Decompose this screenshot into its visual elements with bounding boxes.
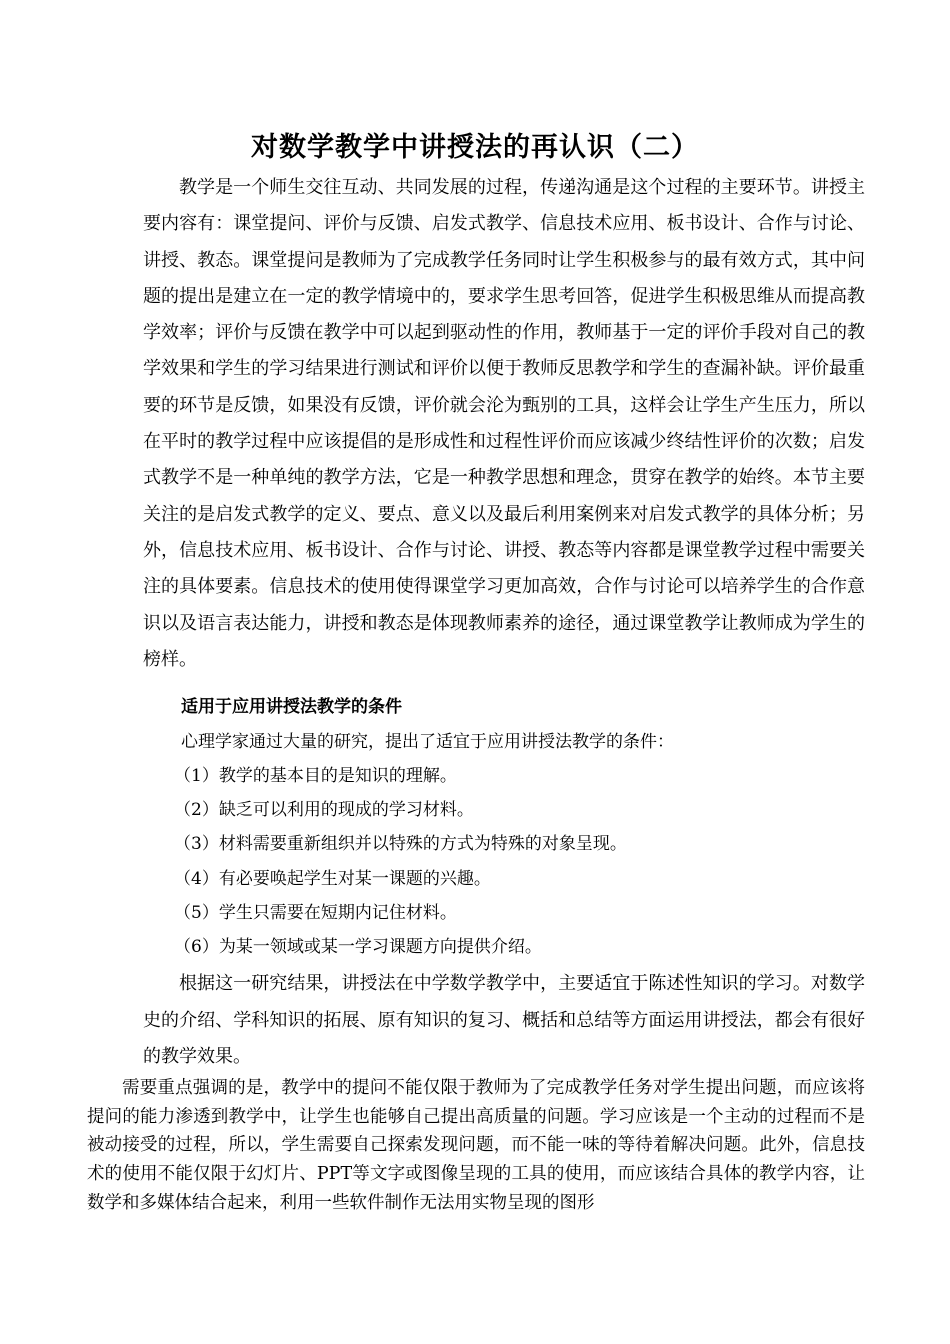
condition-item: （3）材料需要重新组织并以特殊的方式为特殊的对象呈现。 [174,834,627,855]
condition-item: （2）缺乏可以利用的现成的学习材料。 [174,800,474,821]
document-title: 对数学教学中讲授法的再认识（二） [251,132,699,163]
conditions-intro: 心理学家通过大量的研究，提出了适宜于应用讲授法教学的条件： [181,732,674,752]
conclusion-paragraph: 根据这一研究结果，讲授法在中学数学教学中，主要适宜于陈述性知识的学习。对数学史的介绍、学科知识的拓展、原有知识的复习、概括和总结等方面运用讲授法，都会有很好的教学效果。 [143,973,865,1067]
condition-item: （1）教学的基本目的是知识的理解。 [174,766,457,786]
section-heading: 适用于应用讲授法教学的条件 [181,697,402,717]
condition-item: （5）学生只需要在短期内记住材料。 [174,902,457,923]
condition-item: （6）为某一领域或某一学习课题方向提供介绍。 [174,937,542,958]
emphasis-paragraph: 需要重点强调的是，教学中的提问不能仅限于教师为了完成教学任务对学生提出问题，而应该将提问的能力渗透到教学中，让学生也能够自己提出高质量的问题。学习应该是一个主动的过程而不是被动接受的过程，所以，学生需要自己探索发现问题，而不能一味的等待着解决问题。此外，信息技术的使用不能仅限于幻灯片、PPT等文字或图像呈现的工具的使用，而应该结合具体的教学内容，让数学和多媒体结合起来，利用一些软件制作无法用实物呈现的图形 [87,1078,865,1213]
conditions-list [174,759,864,964]
intro-paragraph: 教学是一个师生交往互动、共同发展的过程，传递沟通是这个过程的主要环节。讲授主要内容有：课堂提问、评价与反馈、启发式教学、信息技术应用、板书设计、合作与讨论、讲授、教态。课堂提问是教师为了完成教学任务同时让学生积极参与的最有效方式，其中问题的提出是建立在一定的教学情境中的，要求学生思考回答，促进学生积极思维从而提高教学效率；评价与反馈在教学中可以起到驱动性的作用，教师基于一定的评价手段对自己的教学效果和学生的学习结果进行测试和评价以便于教师反思教学和学生的查漏补缺。评价最重要的环节是反馈，如果没有反馈，评价就会沦为甄别的工具，这样会让学生产生压力，所以在平时的教学过程中应该提倡的是形成性和过程性评价而应该减少终结性评价的次数；启发式教学不是一种单纯的教学方法，它是一种教学思想和理念，贯穿在教学的始终。本节主要关注的是启发式教学的定义、要点、意义以及最后利用案例来对启发式教学的具体分析；另外，信息技术应用、板书设计、合作与讨论、讲授、教态等内容都是课堂教学过程中需要关注的具体要素。信息技术的使用使得课堂学习更加高效，合作与讨论可以培养学生的合作意识以及语言表达能力，讲授和教态是体现教师素养的途径，通过课堂教学让教师成为学生的榜样。 [143,177,865,670]
condition-item: （4）有必要唤起学生对某一课题的兴趣。 [174,868,491,889]
